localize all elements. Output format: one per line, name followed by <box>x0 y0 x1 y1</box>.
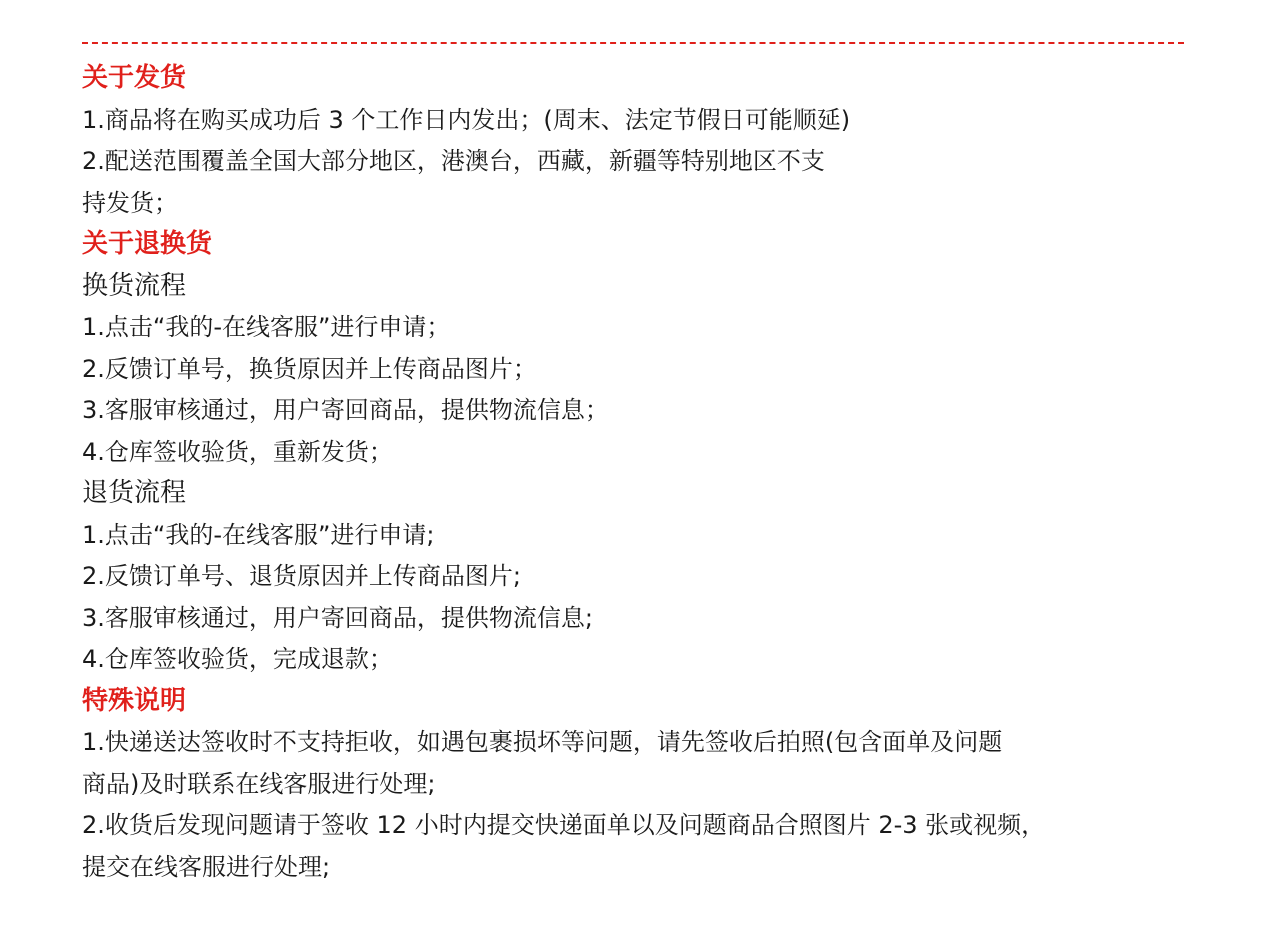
exchange-step: 2.反馈订单号，换货原因并上传商品图片； <box>82 354 537 383</box>
exchange-step: 3.客服审核通过，用户寄回商品，提供物流信息； <box>82 396 609 424</box>
policy-document <box>82 24 1202 888</box>
refund-step: 4.仓库签收验货，完成退款； <box>82 645 393 673</box>
refund-title: 退货流程 <box>82 478 187 508</box>
refund-step: 3.客服审核通过，用户寄回商品，提供物流信息; <box>82 603 593 632</box>
refund-step: 2.反馈订单号、退货原因并上传商品图片; <box>82 562 521 590</box>
exchange-step: 1.点击“我的-在线客服”进行申请； <box>82 313 451 341</box>
special-line: 2.收货后发现问题请于签收 12 小时内提交快递面单以及问题商品合照图片 2-3 张或视频， <box>82 811 1046 839</box>
shipping-item: 1.商品将在购买成功后 3 个工作日内发出；(周末、法定节假日可能顺延) <box>82 105 851 134</box>
shipping-item: 2.配送范围覆盖全国大部分地区，港澳台，西藏，新疆等特别地区不支 <box>82 147 825 175</box>
refund-step: 1.点击“我的-在线客服”进行申请; <box>82 520 435 549</box>
returns-heading: 关于退换货 <box>82 229 213 259</box>
special-heading: 特殊说明 <box>82 685 187 716</box>
special-line: 提交在线客服进行处理; <box>82 852 331 881</box>
shipping-heading: 关于发货 <box>82 63 187 93</box>
exchange-title: 换货流程 <box>82 270 187 301</box>
exchange-step: 4.仓库签收验货，重新发货； <box>82 437 393 466</box>
dashed-divider <box>82 42 1184 44</box>
special-line: 1.快递送达签收时不支持拒收，如遇包裹损坏等问题，请先签收后拍照(包含面单及问题 <box>82 728 1003 756</box>
shipping-item: 持发货； <box>82 188 178 217</box>
special-line: 商品)及时联系在线客服进行处理; <box>82 769 436 798</box>
